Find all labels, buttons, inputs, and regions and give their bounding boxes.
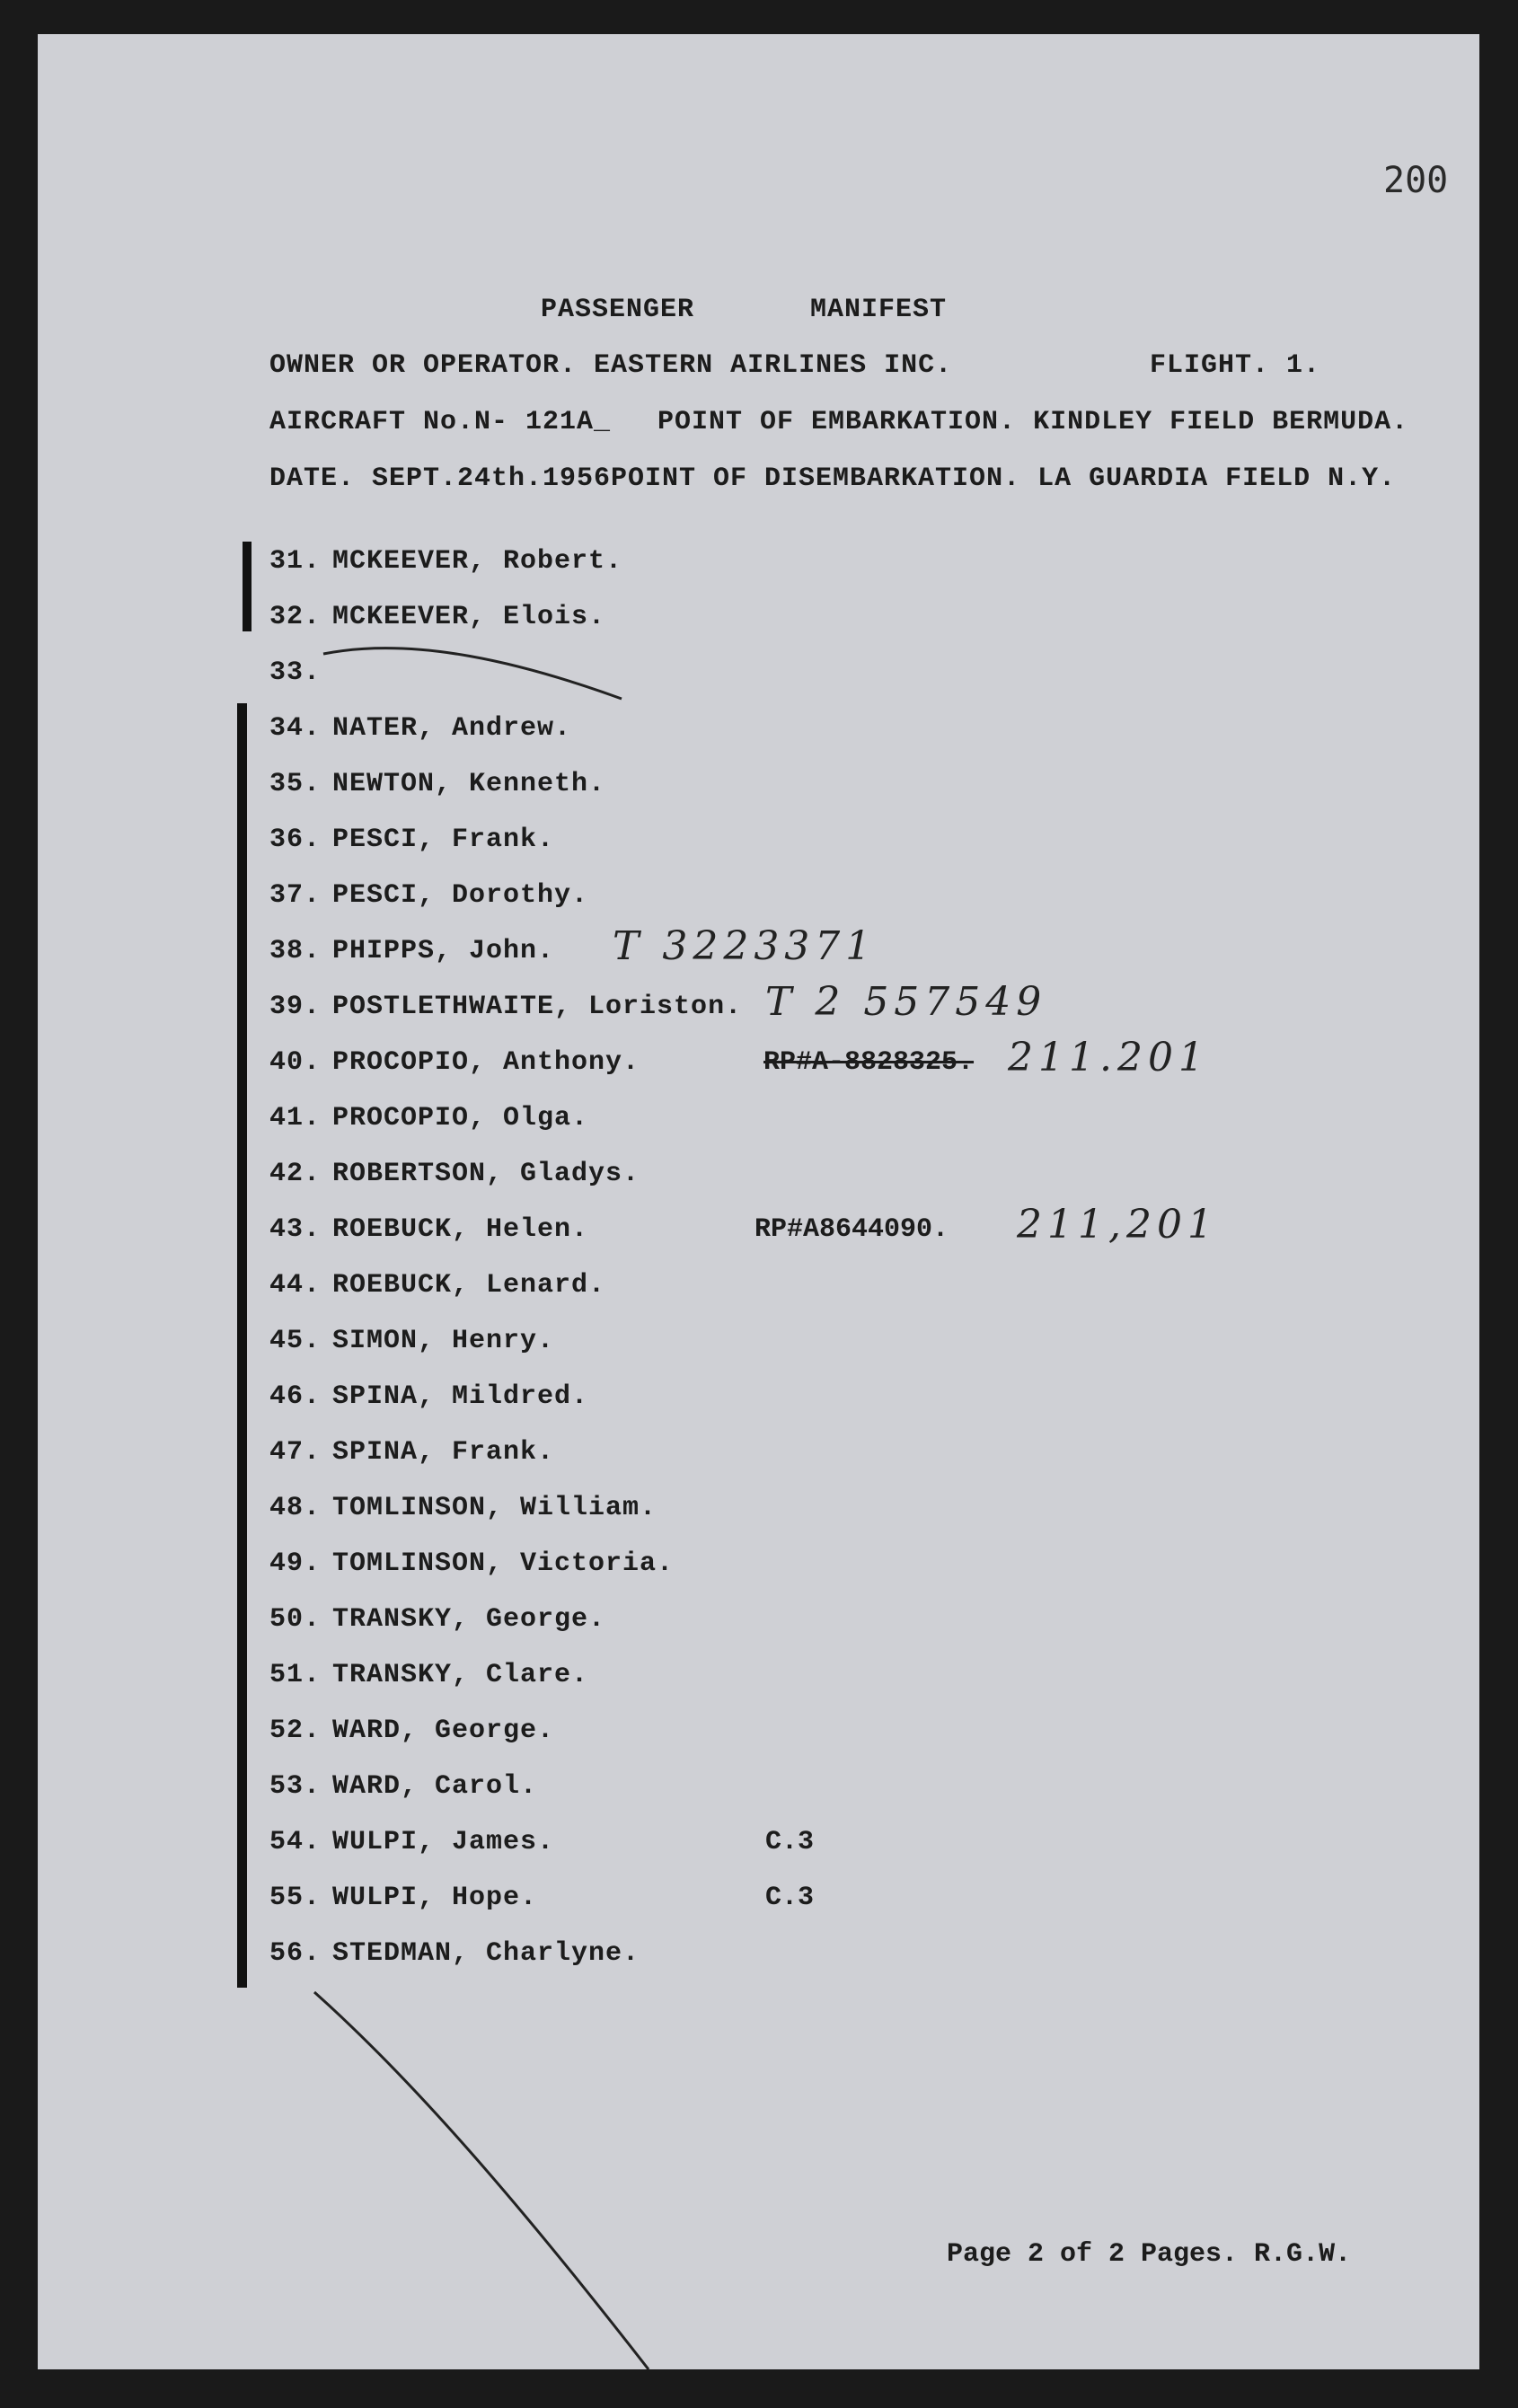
list-item: 48. TOMLINSON, William. <box>269 1493 658 1523</box>
list-item: 41. PROCOPIO, Olga. <box>269 1103 589 1133</box>
list-item: 42. ROBERTSON, Gladys. <box>269 1159 640 1189</box>
passport-number-row43: RP#A8644090. <box>755 1214 949 1245</box>
list-item: 55. WULPI, Hope. <box>269 1883 538 1913</box>
list-item: 46. SPINA, Mildred. <box>269 1381 589 1412</box>
list-item: 52. WARD, George. <box>269 1716 555 1746</box>
list-item: 53. WARD, Carol. <box>269 1771 538 1802</box>
list-item: 33. <box>269 657 322 688</box>
page-number: 200 <box>1383 160 1449 201</box>
title-passenger: PASSENGER <box>541 295 695 325</box>
manifest-page <box>38 34 1479 2369</box>
list-item: 49. TOMLINSON, Victoria. <box>269 1548 675 1579</box>
list-item: 32. MCKEEVER, Elois. <box>269 602 606 632</box>
flight-number: FLIGHT. 1. <box>1150 350 1321 381</box>
list-item: 31. MCKEEVER, Robert. <box>269 546 623 577</box>
struck-passport-number-row40: RP#A-8828325. <box>763 1047 975 1078</box>
pencil-marks <box>38 34 1479 2369</box>
date-line: DATE. SEPT.24th.1956 <box>269 463 612 494</box>
list-item: 50. TRANSKY, George. <box>269 1604 606 1635</box>
list-item: 45. SIMON, Henry. <box>269 1326 555 1356</box>
list-item: 38. PHIPPS, John. <box>269 936 555 966</box>
list-item: 39. POSTLETHWAITE, Loriston. <box>269 992 743 1022</box>
owner-line: OWNER OR OPERATOR. EASTERN AIRLINES INC. <box>269 350 953 381</box>
list-item: 37. PESCI, Dorothy. <box>269 880 589 911</box>
handwritten-number-row39: T 2 557549 <box>765 979 1047 1025</box>
disembarkation-line: POINT OF DISEMBARKATION. LA GUARDIA FIELD N.Y. <box>611 463 1397 494</box>
title-manifest: MANIFEST <box>810 295 948 325</box>
aircraft-line: AIRCRAFT No.N- 121A_ <box>269 407 612 437</box>
list-item: 36. PESCI, Frank. <box>269 825 555 855</box>
list-item: 34. NATER, Andrew. <box>269 713 572 744</box>
list-item: 51. TRANSKY, Clare. <box>269 1660 589 1690</box>
page-footer: Page 2 of 2 Pages. R.G.W. <box>947 2239 1352 2270</box>
list-item: 35. NEWTON, Kenneth. <box>269 769 606 799</box>
list-item: 40. PROCOPIO, Anthony. <box>269 1047 640 1078</box>
list-item: 43. ROEBUCK, Helen. <box>269 1214 589 1245</box>
list-item: 47. SPINA, Frank. <box>269 1437 555 1468</box>
list-item: 54. WULPI, James. <box>269 1827 555 1857</box>
pencil-stroke-upper <box>323 648 622 699</box>
code-row55: C.3 <box>765 1883 815 1913</box>
embarkation-line: POINT OF EMBARKATION. KINDLEY FIELD BERMUDA. <box>658 407 1409 437</box>
pencil-stroke-lower <box>314 1992 649 2369</box>
handwritten-number-row38: T 3223371 <box>613 923 877 969</box>
code-row54: C.3 <box>765 1827 815 1857</box>
list-item: 44. ROEBUCK, Lenard. <box>269 1270 606 1301</box>
list-item: 56. STEDMAN, Charlyne. <box>269 1938 640 1969</box>
handwritten-code-row40: 211.201 <box>1008 1035 1209 1081</box>
handwritten-code-row43: 211,201 <box>1017 1202 1218 1248</box>
